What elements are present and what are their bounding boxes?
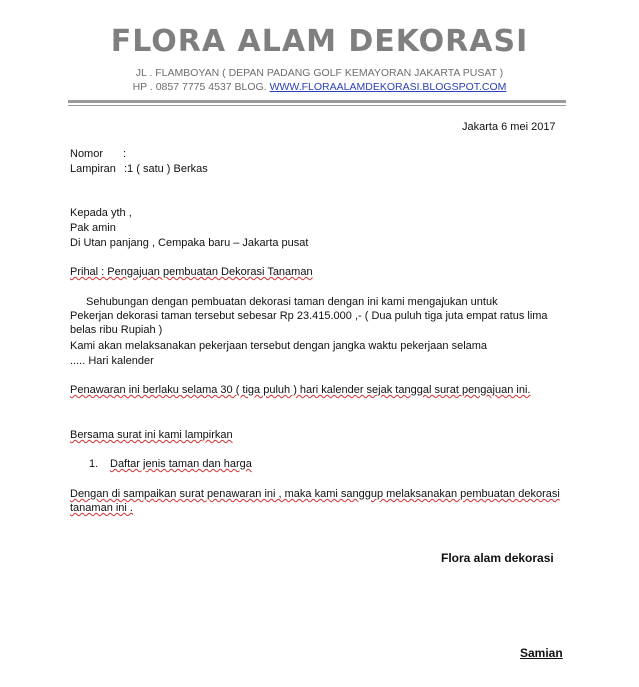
body-p1-line5: ..... Hari kalender — [70, 355, 154, 367]
body-p3: Bersama surat ini kami lampirkan — [70, 429, 233, 441]
body-p1-line3: belas ribu Rupiah ) — [70, 324, 163, 336]
list-item: Daftar jenis taman dan harga — [110, 458, 252, 470]
recipient-name: Pak amin — [70, 222, 116, 234]
header-rule-thin — [68, 105, 566, 106]
contact-line — [0, 81, 639, 93]
company-name: FLORA ALAM DEKORASI — [110, 24, 529, 59]
lampiran-value: :1 ( satu ) Berkas — [124, 163, 208, 175]
contact-prefix: HP . 0857 7775 4537 BLOG. — [132, 81, 267, 93]
subject-line: Prihal : Pengajuan pembuatan Dekorasi Tanaman — [70, 266, 313, 278]
list-number: 1. — [89, 458, 99, 470]
header-rule-thick — [68, 100, 566, 103]
nomor-separator: : — [123, 148, 127, 160]
signature-name: Samian — [520, 646, 563, 660]
nomor-label: Nomor — [70, 148, 104, 160]
body-p2: Penawaran ini berlaku selama 30 ( tiga puluh ) hari kalender sejak tanggal surat pengajuan ini. — [70, 384, 531, 396]
body-p1-line4: Kami akan melaksanakan pekerjaan tersebut dengan jangka waktu pekerjaan selama — [70, 340, 488, 352]
body-p1-line2: Pekerjan dekorasi taman tersebut sebesar Rp 23.415.000 ,- ( Dua puluh tiga juta empat ratus lima — [70, 310, 548, 322]
lampiran-label: Lampiran — [70, 163, 116, 175]
blog-link[interactable]: WWW.FLORAALAMDEKORASI.BLOGSPOT.COM — [269, 81, 507, 93]
recipient-address: Di Utan panjang , Cempaka baru – Jakarta pusat — [70, 237, 309, 249]
body-p4-line1: Dengan di sampaikan surat penawaran ini , maka kami sanggup melaksanakan pembuatan dekorasi — [70, 488, 560, 500]
body-p4-line2: tanaman ini . — [70, 502, 133, 514]
signature-company: Flora alam dekorasi — [441, 551, 554, 565]
address-line: JL . FLAMBOYAN ( DEPAN PADANG GOLF KEMAYORAN JAKARTA PUSAT ) — [135, 67, 504, 79]
date-line: Jakarta 6 mei 2017 — [462, 121, 556, 133]
body-p1-line1: Sehubungan dengan pembuatan dekorasi taman dengan ini kami mengajukan untuk — [86, 296, 498, 308]
recipient-greeting: Kepada yth , — [70, 207, 132, 219]
